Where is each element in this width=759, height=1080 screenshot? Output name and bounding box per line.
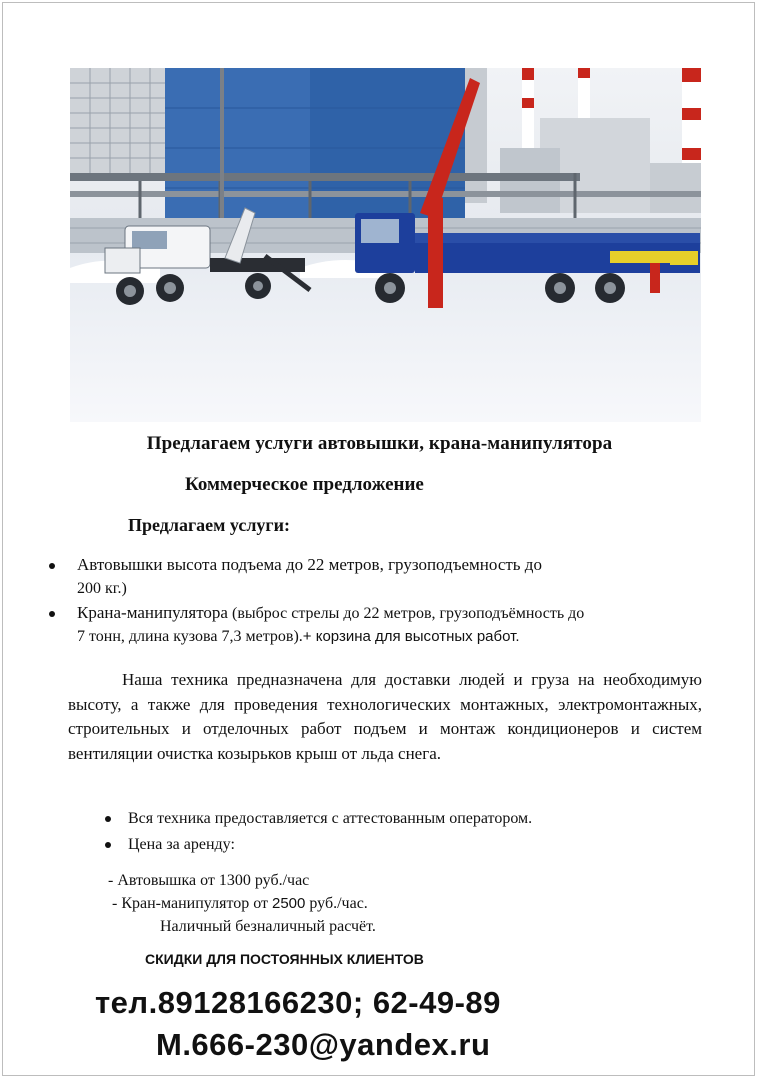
price-crane <box>112 895 368 913</box>
services-title: Предлагаем услуги: <box>128 515 290 535</box>
note-price: Цена за аренду: <box>128 836 235 853</box>
contact-email: M.666-230@yandex.ru <box>156 1027 491 1062</box>
description-paragraph: Наша техника предназначена для доставки людей и груза на необходимую высоту, а также для проведения технологических монтажных, электромонтажных, строительных и отделочных работ подъем и монтаж кондиционеров и систем вентиляции очистка козырьков крыш от льда снега. <box>68 670 702 763</box>
bullet-icon <box>105 842 111 848</box>
trucks-photo <box>70 68 701 422</box>
note-operator: Вся техника предоставляется с аттестованным оператором. <box>128 810 533 827</box>
price-crane-label: - Кран-манипулятор от <box>112 895 272 912</box>
discount-banner: СКИДКИ ДЛЯ ПОСТОЯННЫХ КЛИЕНТОВ <box>145 951 424 967</box>
service-details: (выброс стрелы до 22 метров, грузоподъёмность до <box>227 605 585 622</box>
contact-phone: тел.89128166230; 62-49-89 <box>95 985 501 1020</box>
service-details: высота подъема до 22 метров, грузоподъемность до <box>162 555 542 574</box>
price-crane-unit: руб./час. <box>305 895 368 912</box>
payment-terms: Наличный безналичный расчёт. <box>160 918 376 935</box>
subheadline: Коммерческое предложение <box>185 474 424 495</box>
price-lift: - Автовышка от 1300 руб./час <box>108 872 310 889</box>
service-item-crane-cont <box>77 625 520 648</box>
service-name: Крана-манипулятора <box>77 603 228 622</box>
service-item-crane <box>77 601 584 625</box>
service-name: Автовышки <box>77 555 163 574</box>
price-crane-value: 2500 <box>272 895 306 912</box>
bullet-icon <box>49 563 55 569</box>
headline: Предлагаем услуги автовышки, крана-манипулятора <box>146 433 613 454</box>
bullet-icon <box>49 611 55 617</box>
service-item-lift <box>77 553 542 576</box>
bullet-icon <box>105 816 111 822</box>
service-item-lift-cont: 200 кг.) <box>77 580 127 597</box>
service-specs: 7 тонн, длина кузова 7,3 метров). <box>77 628 303 645</box>
basket-note: + корзина для высотных работ. <box>302 628 520 645</box>
